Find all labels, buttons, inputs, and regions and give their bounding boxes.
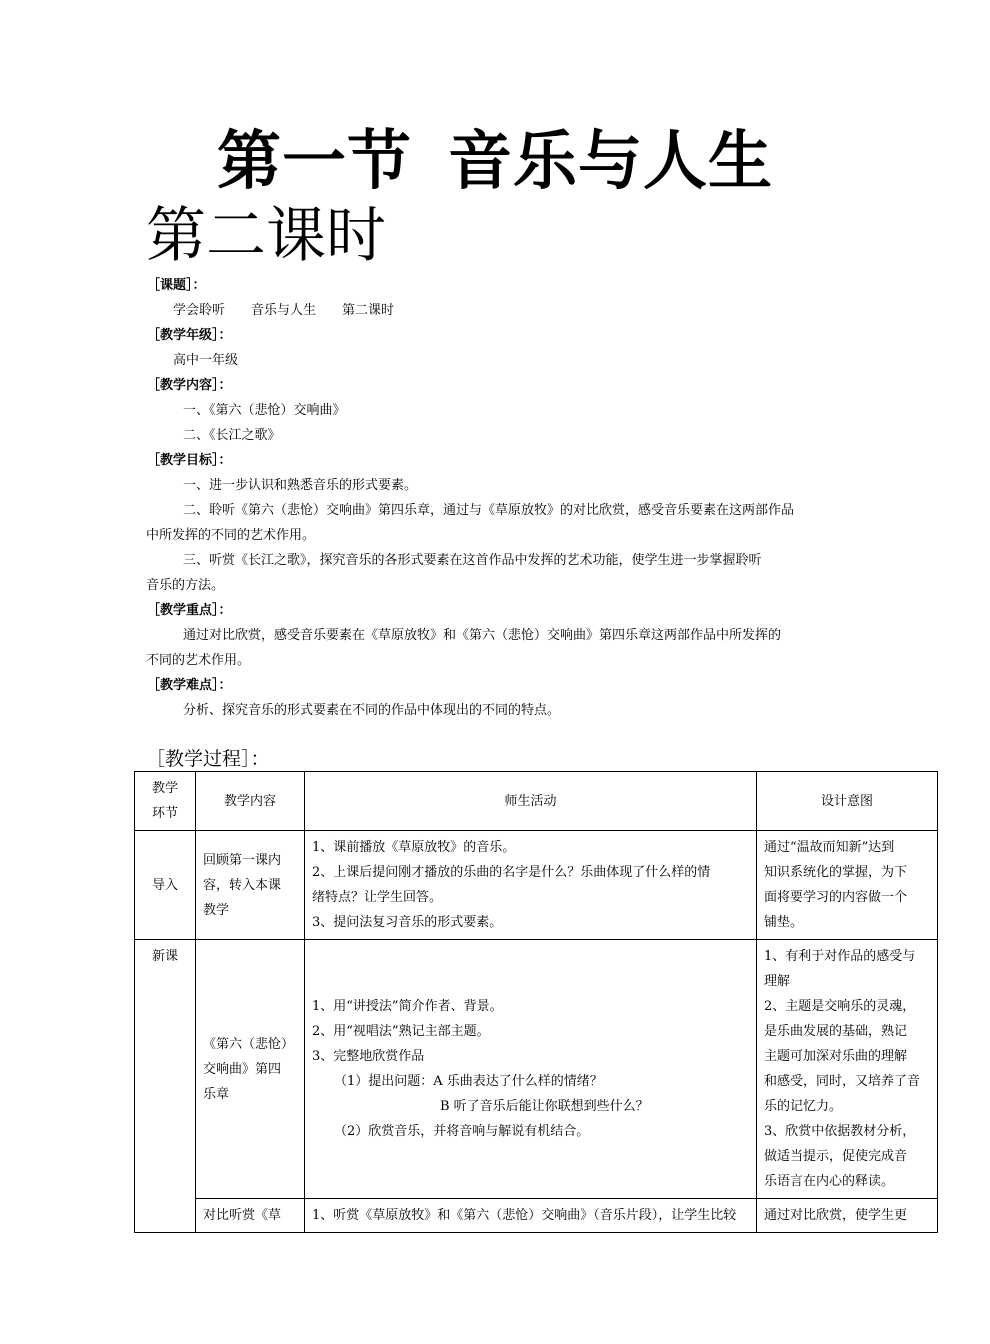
row1-stage: 导入: [135, 831, 196, 940]
topic-value: 学会聆听 音乐与人生 第二课时: [173, 303, 395, 318]
row2-content: 《第六（悲怆） 交响曲》第四 乐章: [196, 940, 305, 1199]
key-line-2: 不同的艺术作用。: [146, 653, 251, 668]
table-row: [135, 831, 938, 940]
process-table: [134, 771, 938, 1233]
row1-activity: 1、课前播放《草原放牧》的音乐。 2、上课后提问刚才播放的乐曲的名字是什么？乐曲体现了什么样的情 绪特点？让学生回答。 3、提问法复习音乐的形式要素。: [305, 831, 757, 940]
header-activity: 师生活动: [305, 772, 757, 831]
header-intent: 设计意图: [757, 772, 938, 831]
row3-intent: 通过对比欣赏，使学生更: [757, 1199, 938, 1233]
row1-intent: 通过“温故而知新”达到 知识系统化的掌握，为下 面将要学习的内容做一个 铺垫。: [757, 831, 938, 940]
grade-value: 高中一年级: [173, 353, 239, 368]
title-section: 第一节: [217, 125, 412, 199]
topic-label: ［课题］：: [147, 278, 206, 293]
row2-intent: 1、有利于对作品的感受与 理解 2、主题是交响乐的灵魂， 是乐曲发展的基础，熟记 主题可加深对乐曲的理解 和感受，同时，又培养了音 乐的记忆力。 3、欣赏中依据教材分析， 做适当提示，促使完成音 乐语言在内心的释读。: [757, 940, 938, 1199]
row1-content: 回顾第一课内 容，转入本课 教学: [196, 831, 305, 940]
goal-2-line-2: 中所发挥的不同的艺术作用。: [146, 528, 316, 543]
grade-label: ［教学年级］：: [147, 328, 232, 343]
row2-stage: 新课: [135, 940, 196, 1233]
process-label: ［教学过程］：: [146, 748, 270, 770]
page-subtitle: 第二课时: [146, 201, 386, 271]
content-label: ［教学内容］：: [147, 378, 232, 393]
goal-2-line-1: 二、聆听《第六（悲怆）交响曲》第四乐章，通过与《草原放牧》的对比欣赏，感受音乐要素在这两部作品: [183, 503, 795, 518]
row3-content: 对比听赏《草: [196, 1199, 305, 1233]
goal-3-line-1: 三、听赏《长江之歌》，探究音乐的各形式要素在这首作品中发挥的艺术功能，使学生进一步掌握聆听: [183, 553, 762, 568]
header-stage: 教学 环节: [135, 772, 196, 831]
content-item-2: 二、《长江之歌》: [183, 428, 281, 443]
content-item-1: 一、《第六（悲怆）交响曲》: [183, 403, 346, 418]
row3-activity: 1、听赏《草原放牧》和《第六（悲怆）交响曲》（音乐片段），让学生比较: [305, 1199, 757, 1233]
table-row: [135, 940, 938, 1199]
difficulty-label: ［教学难点］：: [147, 678, 232, 693]
table-row: [135, 1199, 938, 1233]
row2-activity: 1、用“讲授法”简介作者、背景。 2、用“视唱法”熟记主部主题。 3、完整地欣赏作品 （1）提出问题：A 乐曲表达了什么样的情绪？ B 听了音乐后能让你联想到些什么？ （2）欣赏音乐，并将音响与解说有机结合。: [305, 940, 757, 1199]
header-content: 教学内容: [196, 772, 305, 831]
title-topic: 音乐与人生: [448, 125, 773, 199]
goal-3-line-2: 音乐的方法。: [146, 578, 225, 593]
key-label: ［教学重点］：: [147, 603, 232, 618]
difficulty-value: 分析、探究音乐的形式要素在不同的作品中体现出的不同的特点。: [183, 703, 561, 718]
key-line-1: 通过对比欣赏，感受音乐要素在《草原放牧》和《第六（悲怆）交响曲》第四乐章这两部作品中所发挥的: [183, 628, 782, 643]
goals-label: ［教学目标］：: [147, 453, 232, 468]
table-header-row: [135, 772, 938, 831]
goal-1: 一、进一步认识和熟悉音乐的形式要素。: [183, 478, 418, 493]
